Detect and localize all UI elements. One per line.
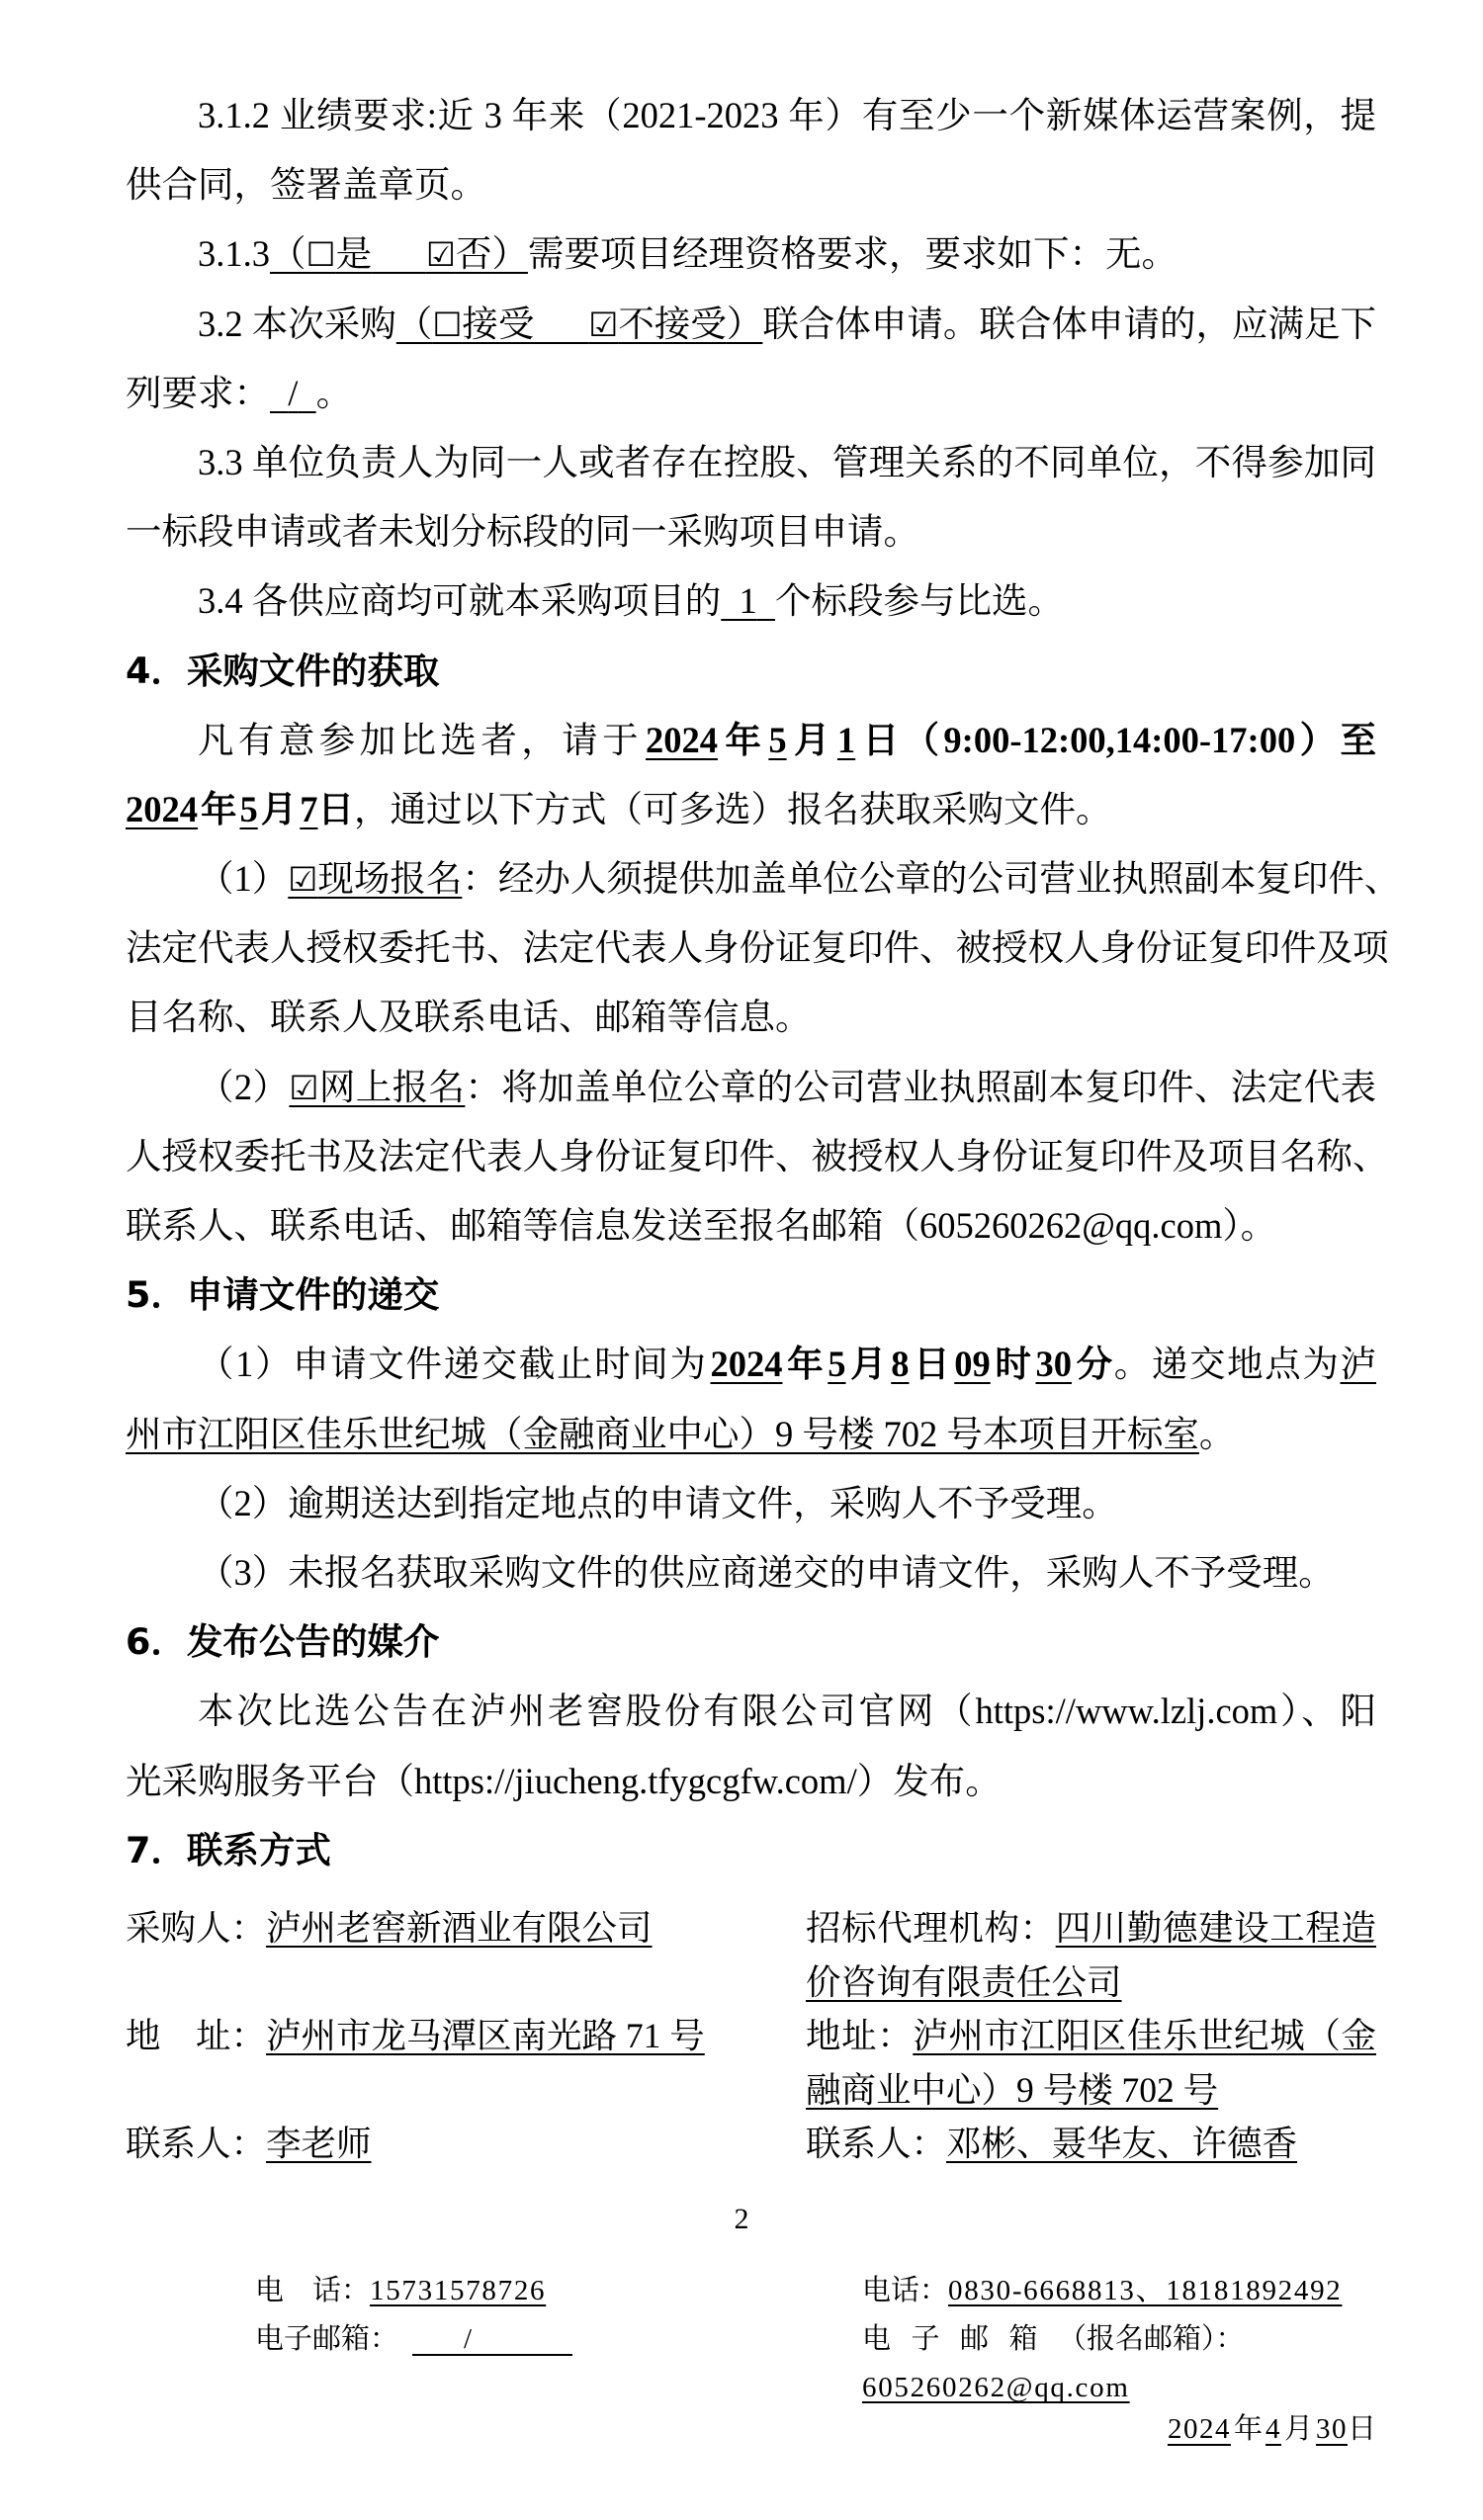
checkbox-unchecked-icon: ☐ (432, 304, 463, 344)
onsite-registration-label (288, 858, 462, 899)
onsite-registration-line-2: 法定代表人授权委托书、法定代表人身份证复印件、被授权人身份证复印件及项 (126, 927, 1389, 969)
unit-year: 年 (721, 719, 766, 760)
option-yes-label: 是 (335, 233, 373, 275)
signature-month: 4 (1265, 2413, 1281, 2445)
unit-day: 日 (317, 788, 354, 829)
clause-3-2-line-2 (126, 359, 1376, 428)
unit-hour: 时 (993, 1344, 1033, 1385)
unit-day: 日 (912, 1344, 952, 1385)
onsite-registration-line-1 (126, 844, 1401, 913)
submission-location: 州市江阳区佳乐世纪城（金融商业中心）9 号楼 702 号本项目开标室 (126, 1413, 1199, 1454)
paren-open: （ (270, 233, 306, 275)
purchaser-contact-details (255, 2267, 572, 2364)
clause-3-3-line-2: 一标段申请或者未划分标段的同一采购项目申请。 (126, 511, 919, 553)
online-registration-line-2: 人授权委托书及法定代表人身份证复印件、被授权人身份证复印件及项目名称、 (126, 1135, 1389, 1176)
late-submission-rule: （2）逾期送达到指定地点的申请文件，采购人不予受理。 (198, 1482, 1118, 1523)
checkbox-checked-icon: ☑ (289, 1068, 319, 1107)
item-text: ：经办人须提供加盖单位公章的公司营业执照副本复印件、 (462, 858, 1401, 900)
contact-section (126, 1901, 1376, 2171)
media-text: 本次比选公告在泸州老窖股份有限公司官网（ (198, 1691, 976, 1732)
media-text: ）、阳 (1277, 1691, 1377, 1732)
official-website-url: https://www.lzlj.com (975, 1691, 1278, 1732)
media-text: 光采购服务平台（ (126, 1760, 414, 1801)
publication-media-line-2 (126, 1747, 1376, 1816)
deadline-month: 5 (828, 1344, 846, 1385)
agency-email-label-line (862, 2315, 1342, 2364)
agency-email: 605260262@qq.com (862, 2372, 1130, 2403)
unit-month: 月 (789, 719, 834, 760)
publication-media-line-1 (126, 1677, 1376, 1746)
contact-row-organization (126, 1901, 1376, 2009)
contact-row-address (126, 2009, 1376, 2117)
agency-label: 招标代理机构： (806, 1908, 1056, 1948)
agency-name: 价咨询有限责任公司 (806, 1961, 1122, 2002)
item-text: 。递交地点为 (1113, 1344, 1341, 1385)
clause-3-2-line-1 (126, 290, 1376, 359)
page-number: 2 (734, 2203, 749, 2235)
unit-minute: 分 (1075, 1344, 1114, 1385)
clause-text-end: 。 (315, 372, 353, 413)
agency-contact-cell (806, 2117, 1376, 2171)
purchaser-cell (126, 1901, 806, 2009)
clause-label: 3.1.3 (198, 233, 270, 275)
agency-name: 四川勤德建设工程造 (1055, 1908, 1376, 1948)
unit-year: 年 (1233, 2413, 1263, 2445)
item-text: ：将加盖单位公章的公司营业执照副本复印件、法定代表 (465, 1066, 1377, 1107)
agency-line-2 (806, 1955, 1376, 2010)
item-text-end: ）。 (1222, 1205, 1277, 1246)
signature-year: 2024 (1167, 2413, 1231, 2445)
document-body (126, 81, 1401, 1885)
unregistered-rule: （3）未报名获取采购文件的供应商递交的申请文件，采购人不予受理。 (198, 1551, 1335, 1593)
section-7-heading: 7．联系方式 (126, 1828, 331, 1871)
purchaser-address-cell (126, 2009, 806, 2117)
clause-3-1-3 (126, 219, 1376, 289)
purchaser-contact-cell (126, 2117, 806, 2171)
item-text: 联系人、联系电话、邮箱等信息发送至报名邮箱（ (126, 1205, 919, 1246)
agency-address-line-1 (806, 2009, 1376, 2063)
purchaser-contact-line (126, 2117, 806, 2171)
paren-close: ） (491, 233, 528, 275)
clause-3-1-2-line-2: 供合同，签署盖章页。 (126, 164, 486, 206)
agency-address-cell (806, 2009, 1376, 2117)
checkbox-checked-icon: ☑ (288, 860, 318, 900)
item-number: （1） (198, 1344, 294, 1385)
item-number: （1） (198, 858, 289, 900)
start-day: 1 (836, 719, 856, 760)
online-registration-line-1 (126, 1053, 1376, 1122)
paren-close: ） (726, 303, 763, 344)
procurement-platform-url: https://jiucheng.tfygcgfw.com/ (414, 1760, 857, 1801)
address-label: 地 址： (126, 2016, 267, 2055)
agency-line-1 (806, 1901, 1376, 1955)
clause-text-end: 个标段参与比选。 (775, 580, 1064, 622)
unit-year: 年 (785, 1344, 826, 1385)
agency-contact-persons: 邓彬、聂华友、许德香 (946, 2124, 1298, 2163)
end-month: 5 (239, 788, 258, 829)
email-label-suffix: （报名邮箱）： (1058, 2323, 1245, 2355)
checkbox-checked-icon: ☑ (425, 235, 456, 275)
option-label: 现场报名 (317, 858, 463, 900)
submission-deadline-line-1 (126, 1330, 1376, 1399)
agency-address: 泸州市江阳区佳乐世纪城（金 (913, 2016, 1376, 2055)
purchaser-line (126, 1901, 806, 1955)
clause-text: 需要项目经理资格要求，要求如下：无。 (527, 233, 1178, 275)
paren-open: （ (395, 303, 433, 344)
clause-text: 3.4 各供应商均可就本采购项目的 (198, 580, 722, 622)
lot-count: 1 (739, 580, 757, 622)
date-range-to: 至 (1340, 719, 1377, 760)
end-day: 7 (300, 788, 318, 829)
acquisition-period-line-2 (126, 775, 1376, 844)
consortium-options (396, 304, 763, 344)
agency-phone: 0830-6668813、18181892492 (948, 2275, 1343, 2306)
purchaser-phone: 15731578726 (370, 2275, 547, 2306)
online-registration-line-3 (126, 1191, 1376, 1260)
option-reject-label: 不接受 (618, 303, 727, 344)
end-year: 2024 (126, 788, 198, 829)
onsite-registration-line-3: 目名称、联系人及联系电话、邮箱等信息。 (126, 997, 812, 1038)
clause-3-4 (126, 566, 1376, 636)
agency-contact-line (806, 2117, 1376, 2171)
item-number: （2） (198, 1066, 290, 1107)
purchaser-email-line (255, 2315, 572, 2364)
deadline-hour: 09 (954, 1344, 991, 1385)
agency-cell (806, 1901, 1376, 2009)
clause-text: 列要求： (126, 372, 270, 413)
intro-text: 凡有意参加比选者，请于 (198, 719, 644, 760)
deadline-datetime (708, 1344, 1114, 1384)
email-label: 电子邮箱： (255, 2323, 399, 2355)
start-month: 5 (768, 719, 787, 760)
item-text: 申请文件递交截止时间为 (293, 1344, 708, 1385)
email-label: 电子邮箱 (862, 2323, 1059, 2355)
deadline-minute: 30 (1035, 1344, 1072, 1385)
agency-phone-line (862, 2267, 1342, 2315)
unit-month: 月 (1283, 2413, 1313, 2445)
submission-deadline-line-2 (126, 1400, 1376, 1469)
unit-month: 月 (848, 1344, 889, 1385)
contact-table (126, 1901, 1376, 2171)
purchaser-name: 泸州老窖新酒业有限公司 (266, 1908, 653, 1948)
option-no-label: 否 (455, 233, 492, 275)
clause-label: 3.2 本次采购 (198, 303, 396, 344)
end-date (126, 789, 354, 829)
online-registration-label (289, 1067, 465, 1107)
start-year: 2024 (646, 719, 719, 760)
purchaser-email: / (412, 2324, 572, 2356)
section-5-heading: 5．申请文件的递交 (126, 1273, 440, 1317)
contact-label: 联系人： (126, 2124, 267, 2163)
address-label: 地址： (806, 2016, 914, 2055)
option-label: 网上报名 (318, 1066, 466, 1107)
unit-day: 日 (1347, 2413, 1376, 2445)
purchaser-label: 采购人： (126, 1908, 267, 1948)
purchaser-contact-person: 李老师 (266, 2124, 372, 2163)
phone-label: 电 话： (255, 2275, 371, 2306)
checkbox-unchecked-icon: ☐ (305, 235, 336, 275)
signature-date (1168, 2405, 1376, 2454)
start-date (643, 720, 1376, 760)
agency-address: 融商业中心）9 号楼 702 号 (806, 2069, 1219, 2110)
signature-day: 30 (1315, 2413, 1348, 2445)
agency-address-line-2 (806, 2063, 1376, 2118)
contact-row-person (126, 2117, 1376, 2171)
purchaser-phone-line (255, 2267, 572, 2315)
option-accept-label: 接受 (462, 303, 535, 344)
phone-label: 电话： (862, 2275, 949, 2306)
intro-text-end: ，通过以下方式（可多选）报名获取采购文件。 (354, 788, 1112, 829)
unit-day: 日 (858, 719, 904, 760)
deadline-year: 2024 (710, 1344, 783, 1385)
consortium-requirement-value: / (288, 372, 299, 413)
submission-location: 泸 (1340, 1344, 1376, 1385)
registration-email: 605260262@qq.com (919, 1205, 1223, 1246)
unit-year: 年 (201, 788, 237, 829)
manager-requirement-options (270, 233, 528, 274)
purchaser-address-line (126, 2009, 806, 2063)
purchaser-address: 泸州市龙马潭区南光路 71 号 (266, 2016, 705, 2055)
agency-contact-details (862, 2267, 1342, 2412)
item-text-end: 。 (1198, 1413, 1236, 1454)
office-hours: （9:00-12:00,14:00-17:00） (903, 719, 1341, 760)
unit-month: 月 (260, 788, 298, 829)
clause-3-1-2-line-1: 3.1.2 业绩要求:近 3 年来（2021-2023 年）有至少一个新媒体运营案例，提 (198, 95, 1376, 135)
clause-3-3-line-1: 3.3 单位负责人为同一人或者存在控股、管理关系的不同单位，不得参加同 (198, 441, 1376, 482)
deadline-day: 8 (891, 1344, 910, 1385)
section-4-heading: 4．采购文件的获取 (126, 649, 440, 692)
section-6-heading: 6．发布公告的媒介 (126, 1620, 440, 1664)
clause-text: 联合体申请。联合体申请的，应满足下 (762, 303, 1377, 344)
checkbox-checked-icon: ☑ (588, 304, 619, 344)
contact-label: 联系人： (806, 2124, 947, 2163)
acquisition-period-line-1 (126, 706, 1376, 775)
media-text: ）发布。 (856, 1760, 1002, 1801)
